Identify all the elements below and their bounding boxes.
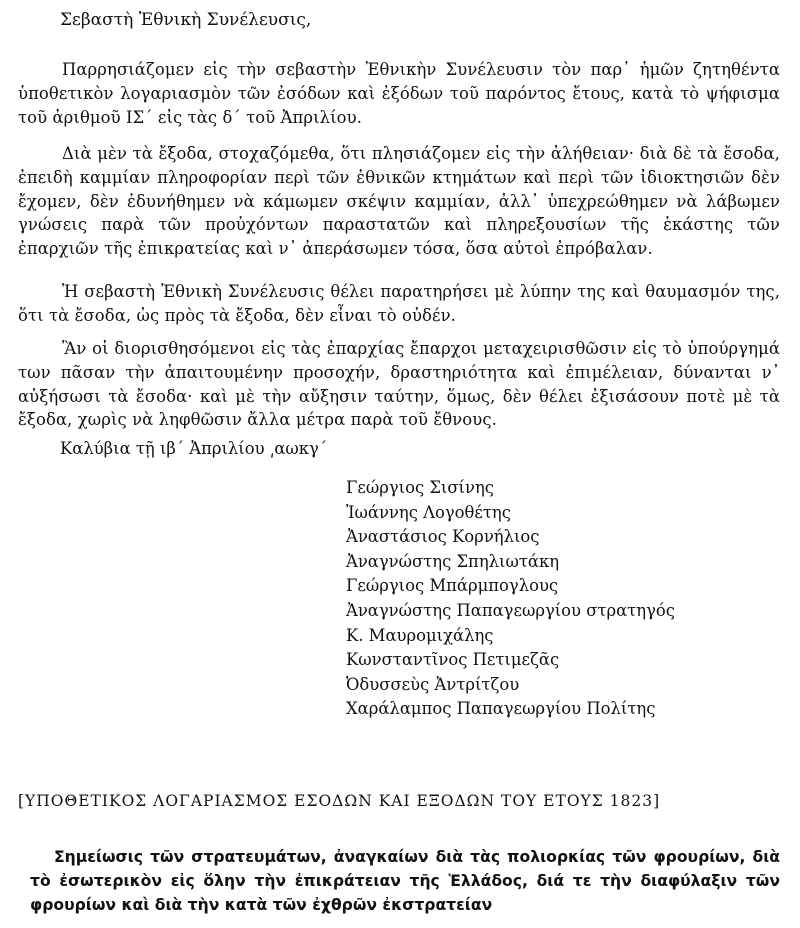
paragraph-3: Ἡ σεβαστὴ Ἐθνικὴ Συνέλευσις θέλει παρατηρήσει μὲ λύπην της καὶ θαυμασμόν της, ὅτι τὰ ἔσοδα, ὡς πρὸς τὰ ἔξοδα, δὲν εἶναι τὸ οὐδέν. bbox=[18, 282, 780, 325]
signatory: Γεώργιος Σισίνης bbox=[346, 478, 494, 497]
section-description: Σημείωσις τῶν στρατευμάτων, ἀναγκαίων διὰ τὰς πολιορκίας τῶν φρουρίων, διὰ τὸ ἐσωτερικὸν εἰς ὅλην τὴν ἐπικράτειαν τῆς Ἑλλάδος, διά τε τὴν διαφύλαξιν τῶν φρουρίων καὶ διὰ τὴν κατὰ τῶν ἐχθρῶν ἐκστρατείαν bbox=[30, 847, 780, 914]
signatory: Ὀδυσσεὺς Ἀντρίτζου bbox=[346, 674, 520, 694]
signatory: Ἀναγνώστης Παπαγεωργίου στρατηγός bbox=[346, 600, 675, 620]
signatory: Γεώργιος Μπάρμπογλους bbox=[346, 576, 559, 596]
paragraph-1: Παρρησιάζομεν εἰς τὴν σεβαστὴν Ἐθνικὴν Συνέλευσιν τὸν παρ᾿ ἡμῶν ζητηθέντα ὑποθετικὸν λογαριασμὸν τῶν ἐσόδων καὶ ἐξόδων τοῦ παρόντος ἔτους, κατὰ τὸ ψήφισμα τοῦ ἀριθμοῦ ΙΣ´ εἰς τὰς δ´ τοῦ Ἀπριλίου. bbox=[18, 60, 780, 127]
paragraph-4: Ἂν οἱ διορισθησόμενοι εἰς τὰς ἐπαρχίας ἔπαρχοι μεταχειρισθῶσιν εἰς τὸ ὑπούργημά των πᾶσαν τὴν ἀπαιτουμένην προσοχήν, δραστηριότητα καὶ ἐπιμέλειαν, δύνανται ν᾿ αὐξήσωσι τὰ ἔσοδα· καὶ μὲ τὴν αὔξησιν ταύτην, ὅμως, δὲν θέλει ἐξισάσουν ποτὲ μὲ τὰ ἔξοδα, χωρὶς νὰ ληφθῶσιν ἄλλα μέτρα παρὰ τοῦ ἔθνους. bbox=[18, 339, 780, 430]
section-heading: [ΥΠΟΘΕΤΙΚΟΣ ΛΟΓΑΡΙΑΣΜΟΣ ΕΣΟΔΩΝ ΚΑΙ ΕΞΟΔΩΝ ΤΟΥ ΕΤΟΥΣ 1823] bbox=[18, 792, 661, 810]
signatory: Κ. Μαυρομιχάλης bbox=[346, 625, 494, 645]
signatory: Κωνσταντῖνος Πετιμεζᾶς bbox=[346, 650, 560, 670]
signatory: Ἀναστάσιος Κορνήλιος bbox=[346, 527, 540, 547]
paragraph-2: Διὰ μὲν τὰ ἔξοδα, στοχαζόμεθα, ὅτι πλησιάζομεν εἰς τὴν ἀλήθειαν· διὰ δὲ τὰ ἔσοδα, ἐπειδὴ καμμίαν πληροφορίαν περὶ τῶν ἐθνικῶν κτημάτων καὶ περὶ τῶν ἰδιοκτησιῶν δὲν ἔχομεν, δὲν ἐδυνήθημεν νὰ κάμωμεν σκέψιν καμμίαν, ἀλλ᾿ ὑπεχρεώθημεν νὰ λάβωμεν γνώσεις παρὰ τῶν προὐχόντων παραστατῶν καὶ πληρεξουσίων τῆς ἑκάστης τῶν ἐπαρχιῶν τῆς ἐπικρατείας καὶ ν᾿ ἀπεράσωμεν τόσα, ὅσα αὐτοὶ ἐπρόβαλαν. bbox=[18, 144, 780, 258]
signatory: Ἰωάννης Λογοθέτης bbox=[346, 502, 511, 522]
signatory-list bbox=[346, 476, 675, 722]
dateline: Καλύβια τῇ ιβ´ Ἀπριλίου ͵αωκγ´ bbox=[60, 439, 328, 458]
signatory: Ἀναγνώστης Σπηλιωτάκη bbox=[346, 551, 560, 571]
salutation: Σεβαστὴ Ἐθνικὴ Συνέλευσις, bbox=[60, 10, 312, 30]
signatory: Χαράλαμπος Παπαγεωργίου Πολίτης bbox=[346, 699, 656, 719]
